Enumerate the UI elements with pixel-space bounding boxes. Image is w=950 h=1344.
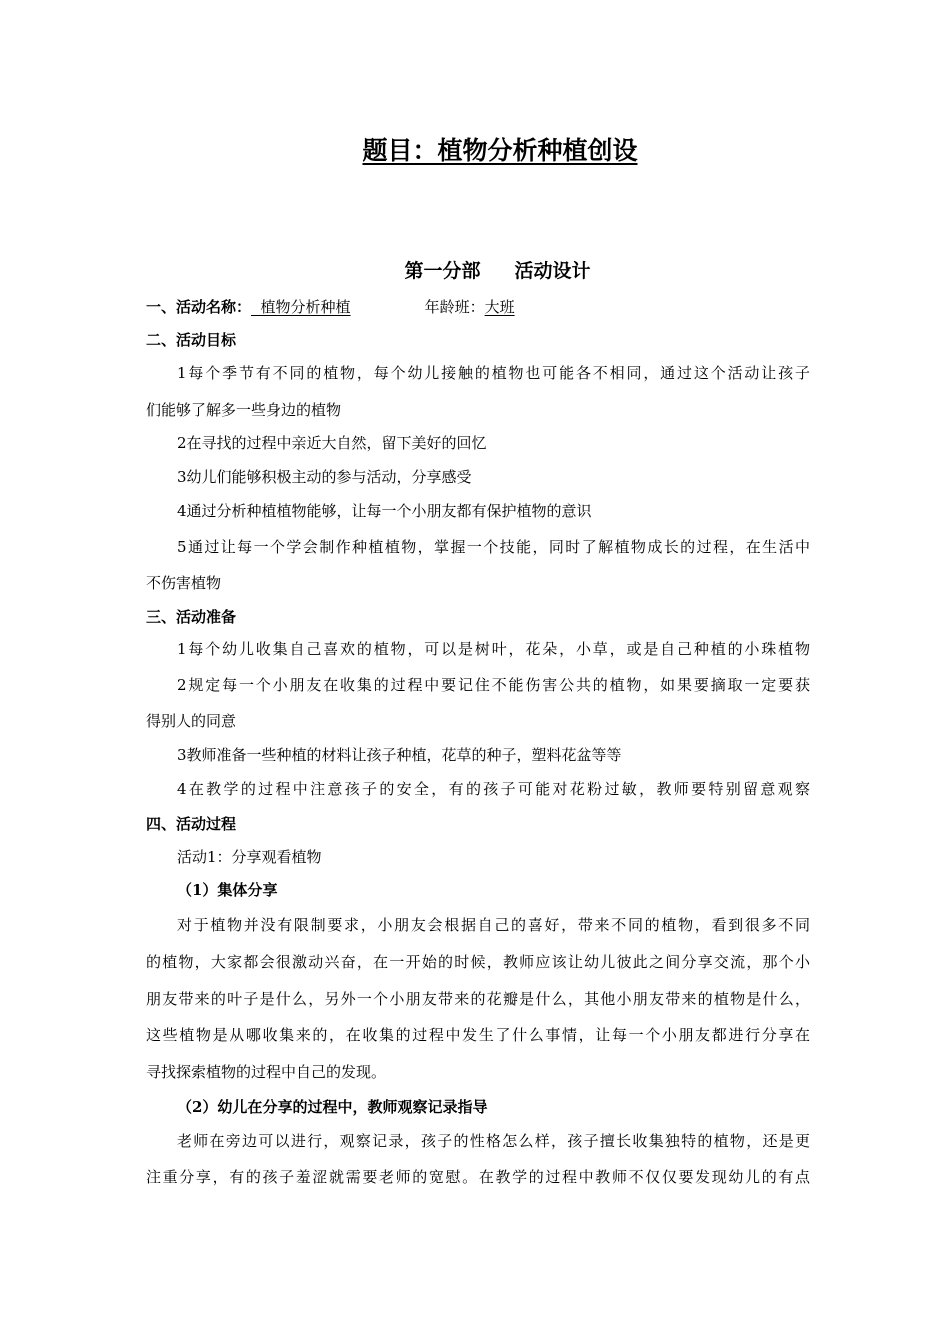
paragraph-line: 2规定每一个小朋友在收集的过程中要记住不能伤害公共的植物，如果要摘取一定要获	[177, 676, 810, 694]
age-class-label: 年龄班：	[424, 298, 485, 316]
paragraph-line: 4通过分析种植植物能够，让每一个小朋友都有保护植物的意识	[177, 502, 592, 520]
activity-name-label: 一、活动名称：	[146, 298, 252, 316]
paragraph-line: 寻找探索植物的过程中自己的发现。	[146, 1063, 387, 1081]
paragraph-line: 5通过让每一个学会制作种植植物，掌握一个技能，同时了解植物成长的过程，在生活中	[177, 538, 810, 556]
section-heading-preparation: 三、活动准备	[146, 608, 237, 626]
paragraph-line: 1每个季节有不同的植物，每个幼儿接触的植物也可能各不相同，通过这个活动让孩子	[177, 364, 810, 382]
paragraph-line: 注重分享，有的孩子羞涩就需要老师的宽慰。在教学的过程中教师不仅仅要发现幼儿的有点	[146, 1168, 810, 1186]
paragraph-line: 不伤害植物	[146, 574, 222, 592]
age-class-value: 大班	[484, 298, 515, 316]
sub-heading-group-share: （1）集体分享	[177, 881, 278, 899]
paragraph-line: 老师在旁边可以进行，观察记录，孩子的性格怎么样，孩子擅长收集独特的植物，还是更	[177, 1132, 810, 1150]
paragraph-line: 3教师准备一些种植的材料让孩子种植，花草的种子，塑料花盆等等	[177, 746, 622, 764]
document-title: 题目：植物分析种植创设	[362, 136, 638, 165]
section-heading-process: 四、活动过程	[146, 815, 237, 833]
paragraph-line: 对于植物并没有限制要求，小朋友会根据自己的喜好，带来不同的植物，看到很多不同	[177, 916, 810, 934]
paragraph-line: 这些植物是从哪收集来的，在收集的过程中发生了什么事情，让每一个小朋友都进行分享在	[146, 1026, 810, 1044]
paragraph-line: 1每个幼儿收集自己喜欢的植物，可以是树叶，花朵，小草，或是自己种植的小珠植物	[177, 640, 810, 658]
paragraph-line: 得别人的同意	[146, 712, 237, 730]
activity-name-value: 植物分析种植	[251, 298, 351, 316]
part-title: 第一分部 活动设计	[404, 260, 591, 282]
section-heading-goals: 二、活动目标	[146, 331, 237, 349]
paragraph-line: 3幼儿们能够积极主动的参与活动，分享感受	[177, 468, 472, 486]
paragraph-line: 2在寻找的过程中亲近大自然，留下美好的回忆	[177, 434, 487, 452]
paragraph-line: 的植物，大家都会很激动兴奋，在一开始的时候，教师应该让幼儿彼此之间分享交流，那个小	[146, 953, 810, 971]
paragraph-line: 们能够了解多一些身边的植物	[146, 401, 342, 419]
activity-name-row	[146, 297, 810, 317]
sub-heading-observation: （2）幼儿在分享的过程中，教师观察记录指导	[177, 1098, 488, 1116]
paragraph-line: 朋友带来的叶子是什么，另外一个小朋友带来的花瓣是什么，其他小朋友带来的植物是什么，	[146, 990, 810, 1008]
paragraph-line: 4在教学的过程中注意孩子的安全，有的孩子可能对花粉过敏，教师要特别留意观察	[177, 780, 810, 798]
activity-1-title: 活动1：分享观看植物	[177, 848, 322, 866]
